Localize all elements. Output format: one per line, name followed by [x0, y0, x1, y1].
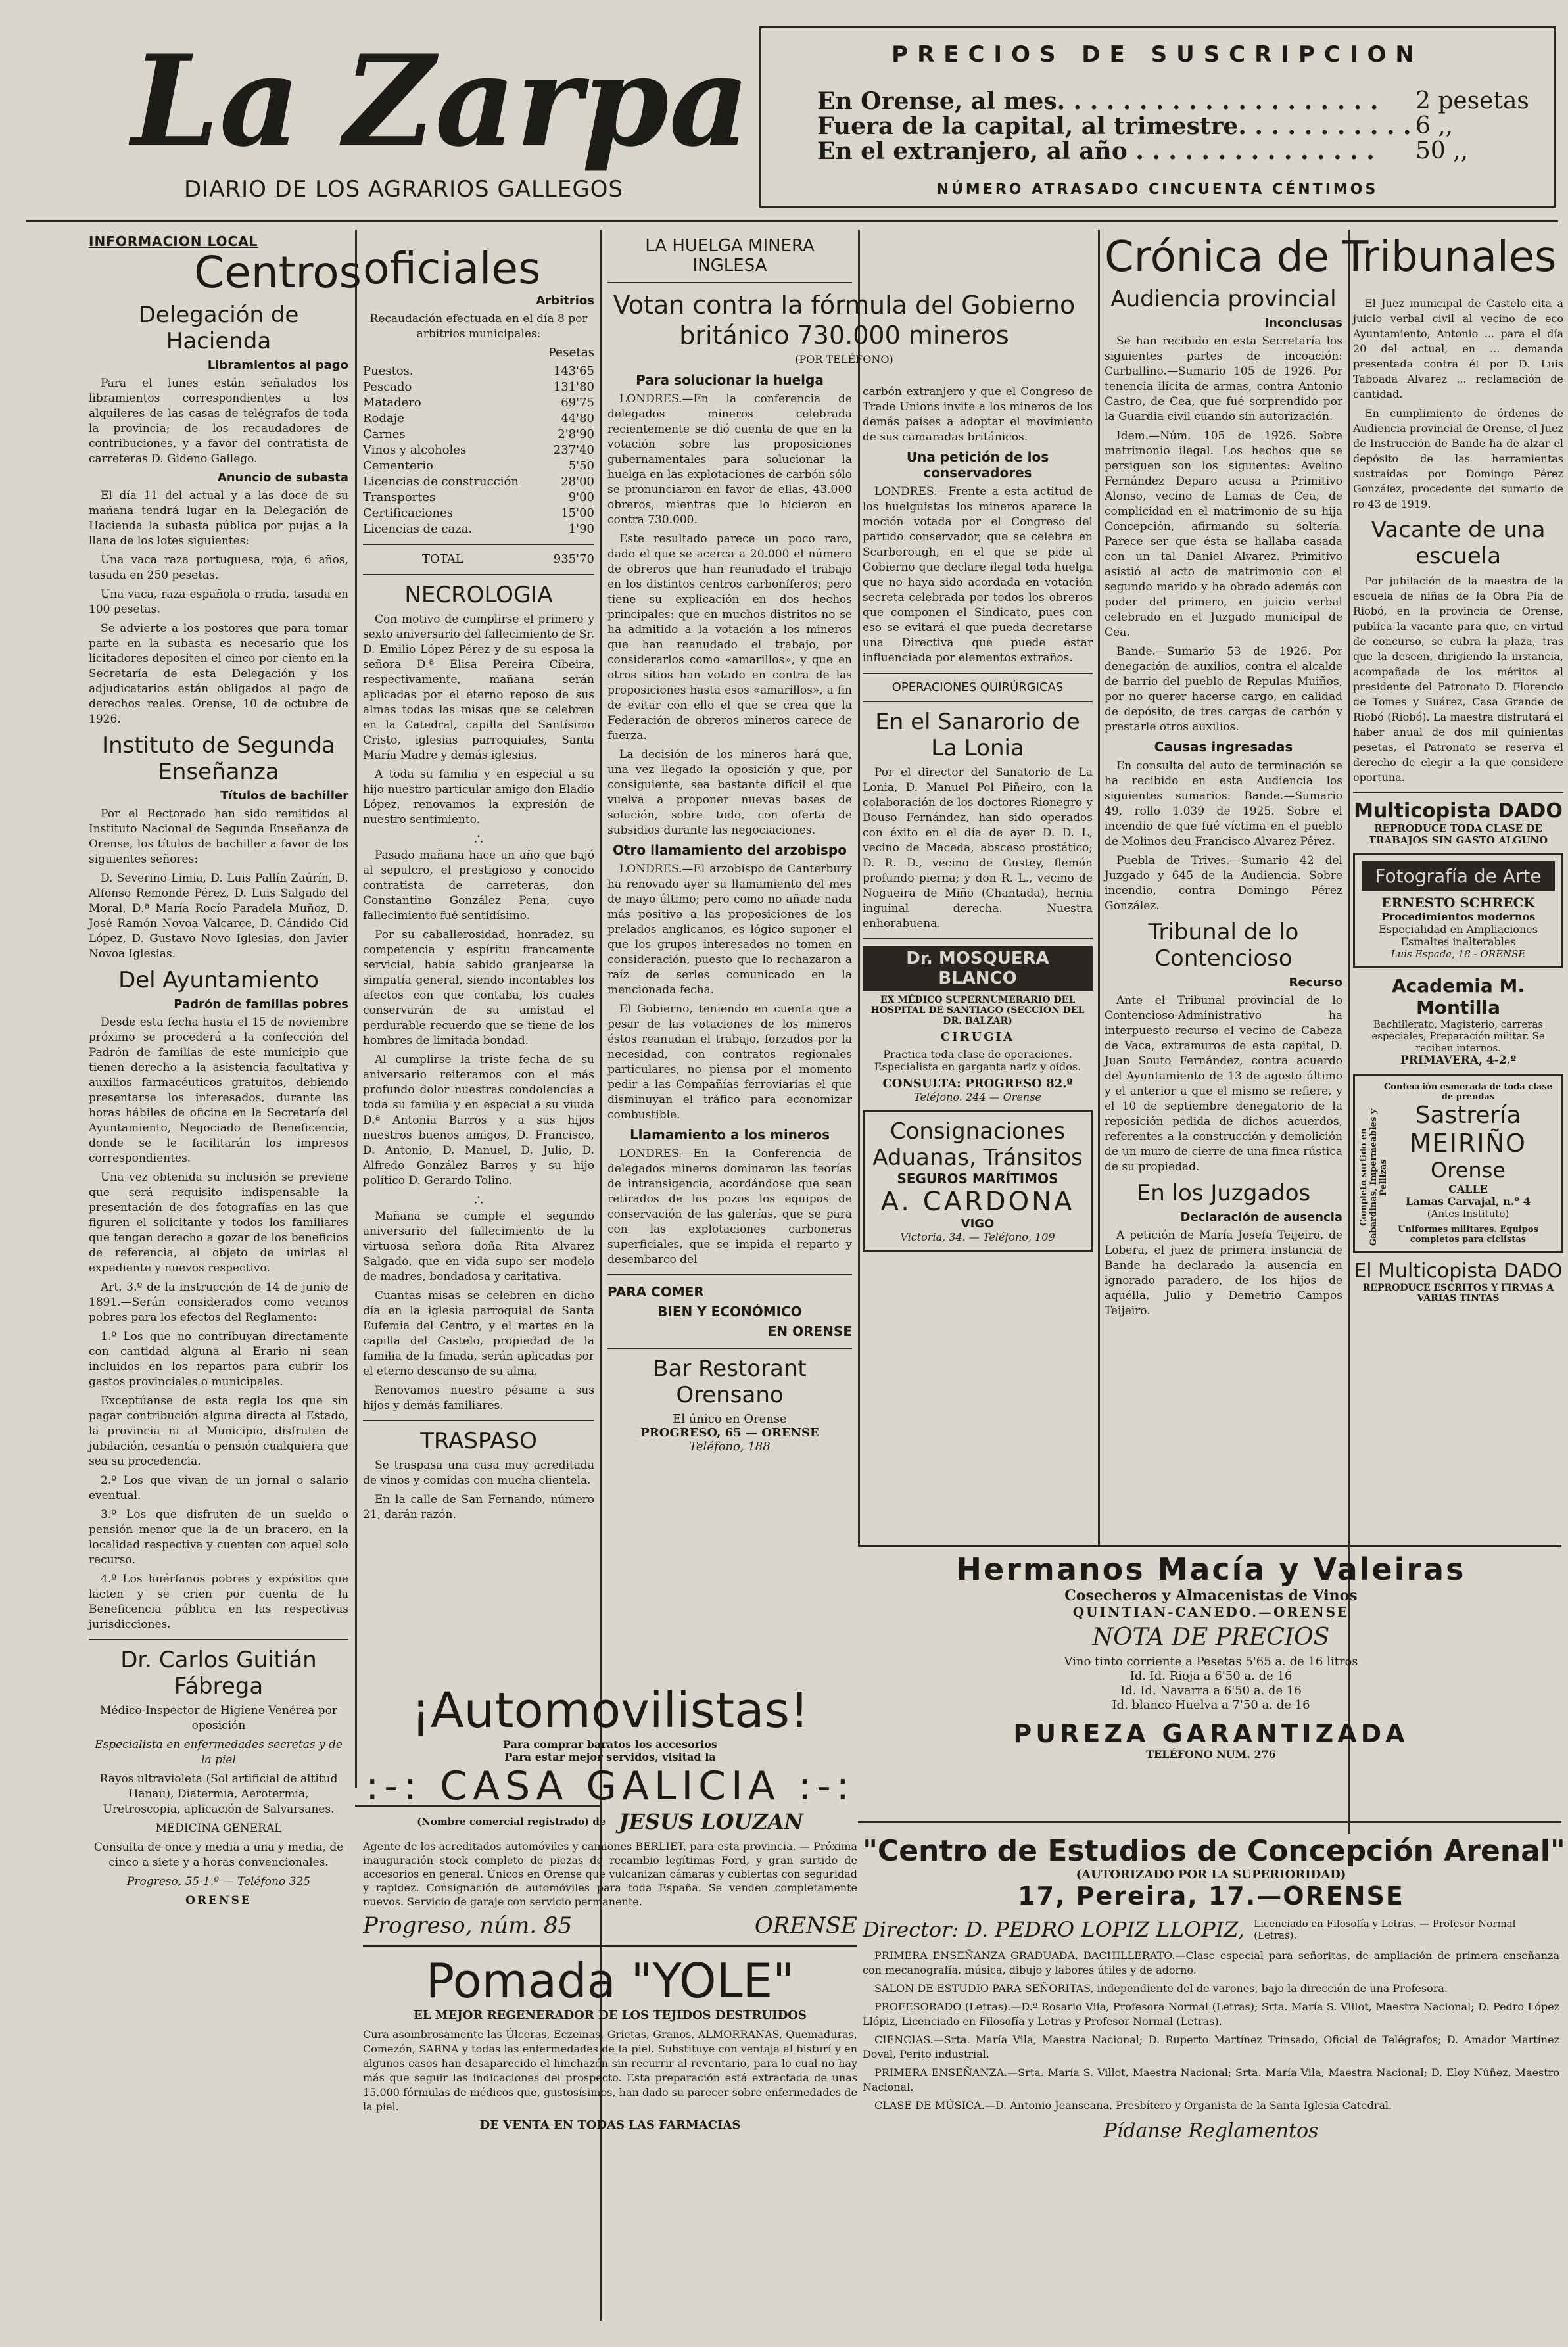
bottom-left-ads [363, 1683, 857, 2334]
ad-line: PROGRESO, 65 — ORENSE [640, 1426, 819, 1440]
article-paragraph: Con motivo de cumplirse el primero y sexto aniversario del fallecimiento de Sr. D. Emilio López Pérez y de su esposa la señora D.ª Elisa Pereira Cibeira, respectivamente, mañana serán aplicadas por el eterno reposo de sus almas todas las misas que se celebren en la Catedral, capilla del Santísimo Cristo, iglesias parroquiales, Santa María Madre y demás iglesias. [363, 613, 595, 762]
ad-mosquera [863, 946, 1093, 1103]
divider [863, 701, 1093, 702]
subscription-value: 50 ,, [1415, 137, 1469, 164]
ad-line: Luis Espada, 18 - ORENSE [1390, 948, 1526, 960]
article-paragraph: Se han recibido en esta Secretaría los siguientes partes de incoación: Carballino.—Sumario 105 de 1926. Por tenencia ilícita de armas, contra Antonio Castro, de Cea, que fué sorprendido por la Guardia civil cuando sin autorización. [1105, 335, 1342, 423]
headline-tribunales: Crónica de Tribunales [1105, 233, 1557, 281]
article-paragraph: El Juez municipal de Castelo cita a juicio verbal civil al vecino de eco Ayuntamiento, Antonio ... para el día 20 del actual, en ... demanda presentada contra él por D. Luis Taboada Alvarez ... reclamación de cantidad. [1353, 297, 1563, 400]
divider [363, 1945, 857, 1947]
masthead-title: La Zarpa [131, 28, 750, 174]
column-oficiales [363, 233, 594, 1798]
article-paragraph: Puebla de Trives.—Sumario 42 del Juzgado y 645 de la Audiencia. Sobre incendio, contra Domingo Pérez González. [1105, 854, 1342, 913]
ad-sastreria [1353, 1074, 1563, 1253]
heading-audiencia: Audiencia provincial [1110, 286, 1337, 312]
heading-necrologia: NECROLOGIA [404, 582, 553, 608]
table-cell-value: 15'00 [561, 506, 594, 520]
subheading: Otro llamamiento del arzobispo [612, 842, 847, 858]
article-paragraph: Una vez obtenida su inclusión se previene que será requisito indispensable la presentación de dos fotografías en las que figuren el solicitante y todos los familiares que tengan derecho a gozar de los beneficios de referencia, al objeto de unirlas al expediente y nuevos respectivo. [89, 1171, 348, 1275]
ad-line: CIRUGIA [940, 1030, 1015, 1044]
subscription-title: PRECIOS DE SUSCRIPCION [891, 41, 1423, 68]
ad-text: PROFESORADO (Letras).—D.ª Rosario Vila, Profesora Normal (Letras); Srta. María S. Villot, Maestra Nacional; D. Pedro López Llópiz, Licenciado en Filosofía y Letras y Profesor Normal (Letras). [863, 2001, 1559, 2027]
article-paragraph: LONDRES.—El arzobispo de Canterbury ha renovado ayer su llamamiento del mes de mayo último; pero como no añade nada más positivo a las proposiciones de los prelados anglicanos, es lógico suponer el que los grupos interesados no tomen en consideración, puesto que lo rechazaron a raíz de serles comunicado en la mencionada fecha. [607, 863, 852, 997]
ad-line: Consulta de once y media a una y media, de cinco a siete y a horas convencionales. [93, 1841, 344, 1869]
heading-ayuntamiento: Del Ayuntamiento [118, 967, 319, 993]
ad-line: A. CARDONA [880, 1187, 1075, 1217]
article-paragraph: 3.º Los que disfruten de un sueldo o pensión menor que la de un bracero, en la localidad respectiva y cuenten con aquel solo recurso. [89, 1508, 348, 1567]
article-paragraph: Ante el Tribunal provincial de lo Contencioso-Administrativo ha interpuesto recurso el vecino de Cabeza de Vaca, extramuros de esta capital, D. Juan Souto Fernández, contra acuerdo del Ayuntamiento de 13 de agosto último y el anterior a que el mismo se refiere, y el 10 de septiembre denegatorio de la reposición pedida de dichos acuerdos, referentes a la construcción y demolición de un muro de cierre de una finca rústica de su propiedad. [1105, 994, 1342, 1174]
table-cell-value: 44'80 [561, 412, 594, 425]
headline-centros: Centros [194, 247, 362, 298]
article-paragraph: Al cumplirse la triste fecha de su aniversario reiteramos con el más profundo dolor nuestras condolencias a toda su familia y en especial a su viuda D.ª Antonia Barros y a sus hijos nuestros buenos amigos, D. Francisco, D. Antonio, D. Manuel, D. Julio, D. Alfredo González Barros y su hijo político D. Gerardo Tolino. [363, 1053, 594, 1187]
table-row [363, 458, 594, 474]
table-row [363, 395, 594, 411]
ad-line: Aduanas, Tránsitos [872, 1145, 1083, 1171]
price-row: Id. Id. Navarra a 6'50 a. de 16 [1120, 1684, 1302, 1697]
article-paragraph: Art. 3.º de la instrucción de 14 de junio de 1891.—Serán considerados como vecinos pobres para los efectos del Reglamento: [89, 1281, 348, 1324]
table-cell-name: Transportes [363, 490, 436, 504]
byline: (POR TELÉFONO) [795, 353, 893, 366]
ad-line: Para estar mejor servidos, visitad la [504, 1751, 716, 1763]
subscription-label: Fuera de la capital, al trimestre. . . . . . . . . . . [817, 112, 1412, 140]
divider [363, 574, 594, 575]
ad-title: Multicopista DADO [1354, 799, 1563, 822]
table-row [363, 490, 594, 506]
heading-instituto: Instituto de Segunda Enseñanza [102, 732, 335, 785]
section-label: INFORMACION LOCAL [89, 233, 258, 249]
ad-name: :-: CASA GALICIA :-: [366, 1763, 855, 1809]
ad-line: Progreso, núm. 85 [363, 1912, 573, 1939]
ad-guitian [89, 1647, 348, 1908]
heading-juzgados: En los Juzgados [1136, 1180, 1311, 1206]
ad-line: ORENSE [754, 1912, 857, 1939]
subheading: Llamamiento a los mineros [629, 1127, 830, 1143]
ad-line: (AUTORIZADO POR LA SUPERIORIDAD) [1076, 1868, 1346, 1882]
ad-line: PUREZA GARANTIZADA [1013, 1719, 1409, 1748]
ad-line: Consignaciones [890, 1118, 1066, 1145]
divider [1353, 792, 1563, 793]
article-paragraph: Bande.—Sumario 53 de 1926. Por denegación de auxilios, contra el alcalde de barrio del pueblo de Repulas Muiños, por no querer hacerse cargo, en calidad de depósito, de tres cargas de carbón y prestarle otros auxilios. [1105, 645, 1342, 734]
masthead-logo [125, 20, 750, 178]
ad-name-text: CASA GALICIA [440, 1763, 780, 1809]
ad-title: Dr. Carlos Guitián Fábrega [120, 1647, 317, 1699]
heading-hacienda: Delegación de Hacienda [138, 302, 299, 354]
table-cell-value: 2'8'90 [558, 427, 594, 441]
article-paragraph: Por su caballerosidad, honradez, su competencia y espíritu francamente servicial, había sabido granjearse la simpatía general, siendo incontables los afectos con que contaba, los cuales conservarán de su amistad el perdurable recuerdo que se tiene de los hombres de limitada bondad. [363, 928, 594, 1047]
headline-oficiales: oficiales [363, 243, 541, 294]
ad-text: Agente de los acreditados automóviles y camiones BERLIET, para esta provincia. — Próxima inauguración stock completo de piezas de recambio legítimas Ford, y gran surtido de accesorios en general. Únicos en Orense que vulcanizan cámaras y cubiertas con seguridad y rapidez. Consignación de automóviles para toda España. Se venden completamente nuevos. Servicio de garaje con servicio permanente. [363, 1840, 857, 1908]
ad-text: Cura asombrosamente las Úlceras, Eczemas, Grietas, Granos, ALMORRANAS, Quemaduras, Comezón, SARNA y todas las enfermedades de la piel. Substituye con ventaja al bisturí y en algunos casos han desaparecido el hinchazón sin recurrir al reventario, para lo cual no hay más que seguir las indicaciones del prospecto. Esta preparación está extractada de unas 15.000 fórmulas de médicos que, gustosísimos, han dado su parecer sobre enfermedades de la piel. [363, 2028, 857, 2113]
ad-line: Progreso, 55-1.º — Teléfono 325 [126, 1875, 311, 1888]
subscription-box [759, 26, 1556, 208]
subscription-label: En Orense, al mes. . . . . . . . . . . . . . . . . . . . [817, 87, 1379, 115]
ad-title: Pomada "YOLE" [425, 1953, 795, 2008]
ornament: ∴ [474, 1193, 483, 1209]
heading-sanatorio: En el Sanarorio de La Lonia [875, 709, 1080, 761]
ad-line: EX MÉDICO SUPERNUMERARIO DEL HOSPITAL DE SANTIAGO (SECCIÓN DEL DR. BALZAR) [870, 995, 1085, 1026]
article-paragraph: Mañana se cumple el segundo aniversario del fallecimiento de la virtuosa señora doña Rita Alvarez Salgado, que en vida supo ser modelo de madres, bondadosa y caritativa. [363, 1210, 594, 1283]
article-paragraph: El día 11 del actual y a las doce de su mañana tendrá lugar en la Delegación de Hacienda la subasta pública por pujas a la llana de los lotes siguientes: [89, 489, 348, 548]
ad-multicopista [1353, 799, 1563, 846]
article-paragraph: Se advierte a los postores que para tomar parte en la subasta es necesario que los licitadores depositen el cinco por ciento en la Secretaría de esta Delegación y los adjudicatarios están obligados al pago de derechos reales. Orense, 10 de octubre de 1926. [89, 622, 348, 726]
ad-line: CONSULTA: PROGRESO 82.º [882, 1077, 1073, 1091]
ad-line: Esmaltes inalterables [1400, 936, 1516, 948]
subscription-value: 6 ,, [1415, 112, 1454, 139]
divider [863, 673, 1093, 674]
divider [89, 1639, 348, 1640]
divider [607, 1274, 852, 1275]
article-paragraph: LONDRES.—En la conferencia de delegados mineros celebrada recientemente se dió cuenta de que en la votación sobre las proposiciones gubernamentales para solucionar la huelga en las explotaciones de carbón sólo se pronunciaron en favor de ellas, 43.000 obreros, mientras que lo hicieron en contra 730.000. [607, 392, 852, 527]
ad-line: Confección esmerada de toda clase de prendas [1383, 1082, 1553, 1102]
ad-line: (Antes Instituto) [1427, 1208, 1509, 1220]
ad-title: ¡Automovilistas! [411, 1682, 809, 1739]
ad-title: "Centro de Estudios de Concepción Arenal" [863, 1834, 1565, 1868]
subheading: Una petición de los conservadores [906, 449, 1049, 481]
article-paragraph: Para el lunes están señalados los libramientos correspondientes a los alquileres de las casas de telégrafos de toda la provincia; de los recaudadores de contribuciones, y a favor del contratista de carreteras D. Gideno Gallego. [89, 377, 348, 465]
article-paragraph: 2.º Los que vivan de un jornal o salario eventual. [89, 1474, 348, 1502]
ad-line: Para comprar baratos los accesorios [503, 1738, 717, 1751]
arbitrios-table [363, 364, 594, 537]
ad-text: CLASE DE MÚSICA.—D. Antonio Jeanseana, Presbítero y Organista de la Santa Iglesia Catedral. [874, 2099, 1392, 2112]
ad-line: Practica toda clase de operaciones. Especialista en garganta nariz y oídos. [874, 1048, 1081, 1073]
table-cell-value: 131'80 [553, 380, 594, 394]
article-paragraph: Una vaca raza portuguesa, roja, 6 años, tasada en 250 pesetas. [89, 554, 348, 582]
table-cell-name: Certificaciones [363, 506, 453, 520]
table-total [363, 552, 594, 567]
article-paragraph: Se traspasa una casa muy acreditada de vinos y comidas con mucha clientela. [363, 1459, 594, 1487]
ad-line: MEDICINA GENERAL [155, 1822, 282, 1835]
article-paragraph: LONDRES.—En la Conferencia de delegados mineros dominaron las teorías de intransigencia, acordándose que sean retirados de los pozos los equipos de conservación de las galerías, que se para con las explotaciones carboneras superficiales, que se impida el reparto y desembarco del [607, 1147, 852, 1266]
ad-line: Orense [1431, 1158, 1506, 1183]
ad-line: QUINTIAN-CANEDO.—ORENSE [1072, 1604, 1350, 1620]
ad-line: Rayos ultravioleta (Sol artificial de altitud Hanau), Diatermia, Aerotermia, Uretroscopia, aplicación de Salvarsanes. [99, 1772, 338, 1816]
ad-line: JESUS LOUZAN [619, 1809, 803, 1834]
total-value: 935'70 [553, 552, 594, 566]
article-paragraph: En consulta del auto de terminación se ha recibido en esta Audiencia los siguientes sumarios: Bande.—Sumario 49, rollo 1.039 de 1925. Sobre el incendio de que fué víctima en el pueblo de Molinos deu Francisco Alvarez Pérez. [1105, 759, 1342, 848]
subheading: Libramientos al pago [207, 358, 348, 372]
subheading: Arbitrios [536, 294, 594, 308]
ad-line: NOTA DE PRECIOS [1092, 1624, 1330, 1651]
ad-line: VIGO [961, 1217, 995, 1231]
table-row [363, 411, 594, 427]
ad-line: Lamas Carvajal, n.º 4 [1406, 1195, 1531, 1208]
table-row [363, 379, 594, 395]
section-label: OPERACIONES QUIRÚRGICAS [891, 680, 1064, 694]
article-paragraph: carbón extranjero y que el Congreso de Trade Unions invite a los mineros de los demás países a adoptar el movimiento de sus camaradas británicos. [863, 385, 1093, 444]
table-cell-name: Vinos y alcoholes [363, 443, 467, 457]
ad-automovilistas [363, 1683, 857, 1939]
price-row: Vino tinto corriente a Pesetas 5'65 a. de 16 litros [1064, 1655, 1358, 1669]
ad-line: MEIRIÑO [1410, 1129, 1527, 1158]
article-paragraph: A toda su familia y en especial a su hijo nuestro particular amigo don Eladio López, renovamos la expresión de nuestro sentimiento. [363, 768, 594, 826]
subheading: Inconclusas [1264, 316, 1342, 330]
ad-title: Bar Restorant Orensano [653, 1356, 807, 1408]
price-row: Id. Id. Rioja a 6'50 a. de 16 [1129, 1669, 1293, 1683]
subheading: Causas ingresadas [1154, 739, 1293, 755]
table-cell-name: Pescado [363, 380, 412, 394]
ad-side-text: Completo surtido en Gabardinas, Impermeables y Pellizas [1359, 1108, 1389, 1246]
ad-line: Teléfono, 188 [689, 1440, 771, 1454]
ad-text: CIENCIAS.—Srta. María Vila, Maestra Nacional; D. Ruperto Martínez Trinsado, Oficial de Telégrafos; D. Amador Martínez Doval, Perito industrial. [863, 2033, 1559, 2060]
column-rule [858, 230, 860, 1545]
table-row [363, 521, 594, 537]
ad-line: Bachillerato, Magisterio, carreras especiales, Preparación militar. Se reciben internos. [1371, 1018, 1545, 1054]
table-cell-name: Licencias de construcción [363, 475, 519, 488]
subscription-footer: NÚMERO ATRASADO CINCUENTA CÉNTIMOS [936, 181, 1379, 198]
ad-line: Cosecheros y Almacenistas de Vinos [1064, 1587, 1358, 1604]
price-row: Id. blanco Huelva a 7'50 a. de 16 [1112, 1698, 1310, 1712]
ad-line: Victoria, 34. — Teléfono, 109 [900, 1231, 1055, 1243]
ad-line: (Nombre comercial registrado) de [417, 1816, 606, 1828]
article-paragraph: 4.º Los huérfanos pobres y expósitos que lacten y se crien por cuenta de la Beneficencia pública en las respectivas jurisdicciones. [89, 1573, 348, 1631]
article-paragraph: Renovamos nuestro pésame a sus hijos y demás familiares. [363, 1384, 594, 1412]
ad-line: ERNESTO SCHRECK [1381, 895, 1535, 911]
ad-line: Uniformes militares. Equipos completos para ciclistas [1398, 1225, 1538, 1245]
ad-line: CALLE [1448, 1183, 1488, 1195]
subheading: Títulos de bachiller [220, 789, 348, 803]
ad-line: TELÉFONO NUM. 276 [1146, 1748, 1276, 1761]
article-paragraph: La decisión de los mineros hará que, una vez llegado la oposición y que, por consiguiente, sea bastante difícil el que vuelva a proponer nuevas bases de solución, sobre todo, con oferta de subsidios durante las negociaciones. [607, 748, 852, 837]
ad-macia-valeiras [863, 1552, 1559, 1814]
ad-line: Procedimientos modernos [1381, 911, 1536, 923]
ad-line: PRIMAVERA, 4-2.º [1400, 1054, 1517, 1067]
ad-yole [363, 1953, 857, 2132]
divider [607, 1348, 852, 1349]
table-row [363, 427, 594, 442]
heading-traspaso: TRASPASO [420, 1428, 537, 1454]
heading-contencioso: Tribunal de lo Contencioso [1148, 919, 1299, 972]
table-cell-value: 237'40 [553, 443, 594, 457]
ad-line: REPRODUCE TODA CLASE DE TRABAJOS SIN GASTO ALGUNO [1368, 822, 1548, 846]
ad-line: Pídanse Reglamentos [1103, 2120, 1319, 2143]
subheading: Declaración de ausencia [1180, 1210, 1342, 1224]
article-paragraph: Este resultado parece un poco raro, dado el que se acerca a 20.000 el número de obreros que han reanudado el trabajo en los distintos centros carboníferos; pero tiene su explicación en dos hechos principales: que en muchos distritos no se ha admitido a la votación a los mineros que han reanudado el trabajo, por considerarlos como «amarillos», y que en otros sitios han votado en contra de las proposiciones hasta esos «amarillos», a fin de evitar con ello el que se crea que la Federación de obreros mineros carece de fuerza. [607, 533, 852, 742]
ad-line: Especialista en enfermedades secretas y de la piel [95, 1738, 343, 1766]
column-huelga-cont [863, 385, 1093, 1542]
article-paragraph: Desde esta fecha hasta el 15 de noviembre próximo se procederá a la confección del Padrón de familias de este municipio que tienen derecho a la asistencia facultativa y auxilios farmacéuticos gratuitos, debiendo presentarse los interesados, durante las horas hábiles de oficina en la Secretaría del Ayuntamiento, Negociado de Beneficencia, donde se le facilitarán los impresos correspondientes. [89, 1016, 348, 1165]
ad-cardona [863, 1110, 1093, 1252]
table-cell-name: Puestos. [363, 364, 414, 378]
subscription-label: En el extranjero, al año . . . . . . . . . . . . . . . [817, 137, 1375, 165]
ad-text: PRIMERA ENSEÑANZA.—Srta. María S. Villot, Maestra Nacional; Srta. María Vila, Maestra Nacional; D. Eloy Núñez, Maestro Nacional. [863, 2066, 1559, 2093]
ad-line: El único en Orense [673, 1412, 787, 1426]
article-paragraph: En cumplimiento de órdenes de Audiencia provincial de Orense, el Juez de Instrucción de Bande ha de alzar el depósito de las herramientas sustraídas por Domingo Pérez González, procedente del sumario de ro 43 de 1919. [1353, 407, 1563, 510]
subheading: Recurso [1289, 976, 1342, 989]
ad-title: Dr. MOSQUERA BLANCO [863, 946, 1093, 991]
table-cell-value: 5'50 [568, 459, 594, 473]
ad-title: El Multicopista DADO [1354, 1260, 1563, 1283]
divider [863, 938, 1093, 939]
ad-line: Teléfono. 244 — Orense [914, 1091, 1041, 1103]
article-paragraph: Cuantas misas se celebren en dicho día en la iglesia parroquial de Santa Eufemia del Centro, y el martes en la capilla del Castelo, propiedad de la familia de la finada, serán aplicadas por el eterno descanso de su alma. [363, 1289, 594, 1378]
article-paragraph: Recaudación efectuada en el día 8 por arbitrios municipales: [369, 312, 588, 341]
subscription-value: 2 pesetas [1415, 87, 1529, 114]
article-paragraph: Por el Rectorado han sido remitidos al Instituto Nacional de Segunda Enseñanza de Orense, los títulos de bachiller a favor de los siguientes señores: [89, 807, 348, 866]
masthead-rule [26, 220, 1558, 222]
ad-academia [1353, 975, 1563, 1067]
ad-line: BIEN Y ECONÓMICO [657, 1304, 802, 1319]
column-rule [355, 230, 357, 1788]
ad-title: Hermanos Macía y Valeiras [956, 1552, 1466, 1587]
ad-line: DE VENTA EN TODAS LAS FARMACIAS [479, 2118, 741, 2132]
ad-title: Sastrería [1415, 1102, 1521, 1129]
column-rule [1098, 230, 1100, 1545]
ad-line: EN ORENSE [767, 1323, 852, 1339]
ornament: ∴ [474, 832, 483, 848]
ad-line: EL MEJOR REGENERADOR DE LOS TEJIDOS DESTRUIDOS [414, 2008, 807, 2022]
ad-fotografia [1353, 853, 1563, 968]
ad-title: Academia M. Montilla [1391, 975, 1525, 1018]
article-paragraph: D. Severino Limia, D. Luis Pallín Zaúrín, D. Alfonso Remonde Pérez, D. Luis Salgado del Moral, D.ª María Rocío Paradela Muñoz, D. José Ramón Novoa Valcarce, D. Cándido Cid López, D. Gustavo Novo Iglesias, don Javier Novoa Iglesias. [89, 872, 348, 960]
table-cell-name: Rodaje [363, 412, 404, 425]
table-cell-value: 9'00 [568, 490, 594, 504]
total-label: TOTAL [422, 552, 463, 566]
ad-bar-restorant [607, 1356, 852, 1454]
subscription-row [817, 139, 1534, 164]
table-row [363, 474, 594, 490]
article-paragraph: Idem.—Núm. 105 de 1926. Sobre matrimonio ilegal. Los hechos que se persiguen son los siguientes: Avelino Fernández Deparo acusa a Primitivo Alonso, vecino de Lamas de Cea, de complicidad en el matrimonio de su hija Concepción, afirmando su soltería. Parece ser que ésta se hallaba casada con un tal Daniel Alvarez. Primitivo asistió al acto de matrimonio con el segundo marido y ha obrado además con poder del primero, en juicio verbal celebrado en el Juzgado municipal de Cea. [1105, 429, 1342, 639]
ad-comer [607, 1282, 852, 1341]
ad-centro-estudios [863, 1834, 1565, 2334]
divider [363, 1420, 594, 1421]
subscription-row [817, 89, 1534, 114]
table-cell-name: Matadero [363, 396, 421, 410]
ad-line: Especialidad en Ampliaciones [1379, 923, 1538, 936]
article-paragraph: Por jubilación de la maestra de la escuela de niñas de la Obra Pía de Riobó, en la provincia de Orense, publica la vacante para que, en virtud de concurso, se cubra la plaza, tras que la deseen, dirigiendo la instancia, acompañada de los méritos al presidente del Patronato D. Florencio de Tomes y Suárez, Casa Grande de Riobó (Riobó). La maestra disfrutará el haber anual de dos mil quinientas pesetas, el Patronato se reserva el derecho de elegir a la que considere oportuna. [1353, 575, 1563, 784]
article-paragraph: En la calle de San Fernando, número 21, darán razón. [363, 1493, 594, 1521]
article-paragraph: Una vaca, raza española o rrada, tasada en 100 pesetas. [89, 588, 348, 616]
column-local-news [89, 233, 362, 2317]
article-paragraph: A petición de María Josefa Teijeiro, de Lobera, el juez de primera instancia de Bande ha declarado la ausencia en ignorado paradero, de los hijos de aquélla, Julio y Demetrio Campos Teijeiro. [1105, 1229, 1342, 1317]
ad-line: 17, Pereira, 17.—ORENSE [1018, 1882, 1404, 1910]
table-cell-value: 143'65 [553, 364, 594, 378]
ad-line: Médico-Inspector de Higiene Venérea por oposición [100, 1704, 337, 1732]
article-paragraph: LONDRES.—Frente a esta actitud de los huelguistas los mineros aparece la moción votada por el Congreso del partido conservador, que se celebra en Scarborough, en el que se pide al Gobierno que declare ilegal toda huelga que no haya sido acordada en votación secreta celebrada por todos los obreros que componen el Sindicato, pues con eso se evitará el que pueda decretarse una Directiva que puede estar influenciada por elementos extraños. [863, 485, 1093, 665]
article-paragraph: Por el director del Sanatorio de La Lonia, D. Manuel Pol Piñeiro, con la colaboración de los doctores Rionegro y Bouso Fernández, han sido operados con éxito en el día de ayer D. D. L, vecino de Maceda, absceso prostático; D. R. D., vecino de Gustey, flemón profundo pierna; y don R. L., vecino de Nogueira de Miño (Chantada), hernia inguinal derecha. Nuestra enhorabuena. [863, 766, 1093, 930]
headline-huelga: Votan contra la fórmula del Gobierno británico 730.000 mineros [613, 291, 1076, 350]
ad-title: Fotografía de Arte [1362, 861, 1555, 891]
ad-line: ORENSE [185, 1894, 252, 1907]
ad-line: Director: D. PEDRO LOPIZ LLOPIZ, [863, 1917, 1245, 1942]
ad-line: PARA COMER [607, 1284, 704, 1300]
table-row [363, 364, 594, 379]
table-cell-name: Carnes [363, 427, 406, 441]
divider [363, 544, 594, 545]
table-row [363, 506, 594, 521]
subheading: Anuncio de subasta [217, 471, 348, 485]
ad-text: SALON DE ESTUDIO PARA SEÑORITAS, independiente del de varones, bajo la dirección de una Profesora. [874, 1982, 1448, 1995]
ad-multicopista-2 [1353, 1260, 1563, 1304]
masthead-subtitle: DIARIO DE LOS AGRARIOS GALLEGOS [184, 176, 624, 202]
heading-vacante: Vacante de una escuela [1371, 517, 1546, 569]
ad-line: SEGUROS MARÍTIMOS [897, 1171, 1058, 1187]
table-cell-name: Cementerio [363, 459, 433, 473]
table-cell-name: Licencias de caza. [363, 522, 473, 536]
article-paragraph: El Gobierno, teniendo en cuenta que a pesar de las votaciones de los mineros éstos reanudan el trabajo, forzados por la necesidad, con contratos regionales particulares, no piensa por el momento pedir a las Compañías ferroviarias el que disminuyan el tráfico para economizar combustible. [607, 1003, 852, 1122]
table-cell-value: 28'00 [561, 475, 594, 488]
table-row [363, 442, 594, 458]
article-paragraph: Pasado mañana hace un año que bajó al sepulcro, el prestigioso y conocido contratista de carreteras, don Constantino González Pena, cuyo fallecimiento fué sentidísimo. [363, 849, 594, 922]
table-unit: Pesetas [548, 346, 594, 360]
article-paragraph: Exceptúanse de esta regla los que sin pagar contribución alguna directa al Estado, la provincia ni al Municipio, disfruten de jubilación, cesantía o pensión cualquiera que sea su procedencia. [89, 1394, 348, 1468]
table-cell-value: 1'90 [568, 522, 594, 536]
ad-text: PRIMERA ENSEÑANZA GRADUADA, BACHILLERATO.—Clase especial para señoritas, de ampliación de primera enseñanza con mecanografía, música, dibujo y labores útiles y de adorno. [863, 1949, 1559, 1976]
divider [607, 282, 852, 283]
subscription-row [817, 114, 1534, 139]
kicker: LA HUELGA MINERA INGLESA [645, 236, 815, 275]
ad-line: Licenciado en Filosofía y Letras. — Profesor Normal (Letras). [1254, 1918, 1516, 1941]
article-paragraph: 1.º Los que no contribuyan directamente con cantidad alguna al Erario ni sean incluidos en los repartos para cubrir los gastos provinciales o municipales. [89, 1330, 348, 1388]
ad-line: REPRODUCE ESCRITOS Y FIRMAS A VARIAS TINTAS [1362, 1283, 1554, 1304]
table-cell-value: 69'75 [561, 396, 594, 410]
subheading: Para solucionar la huelga [636, 372, 824, 388]
subheading: Padrón de familias pobres [174, 997, 348, 1011]
